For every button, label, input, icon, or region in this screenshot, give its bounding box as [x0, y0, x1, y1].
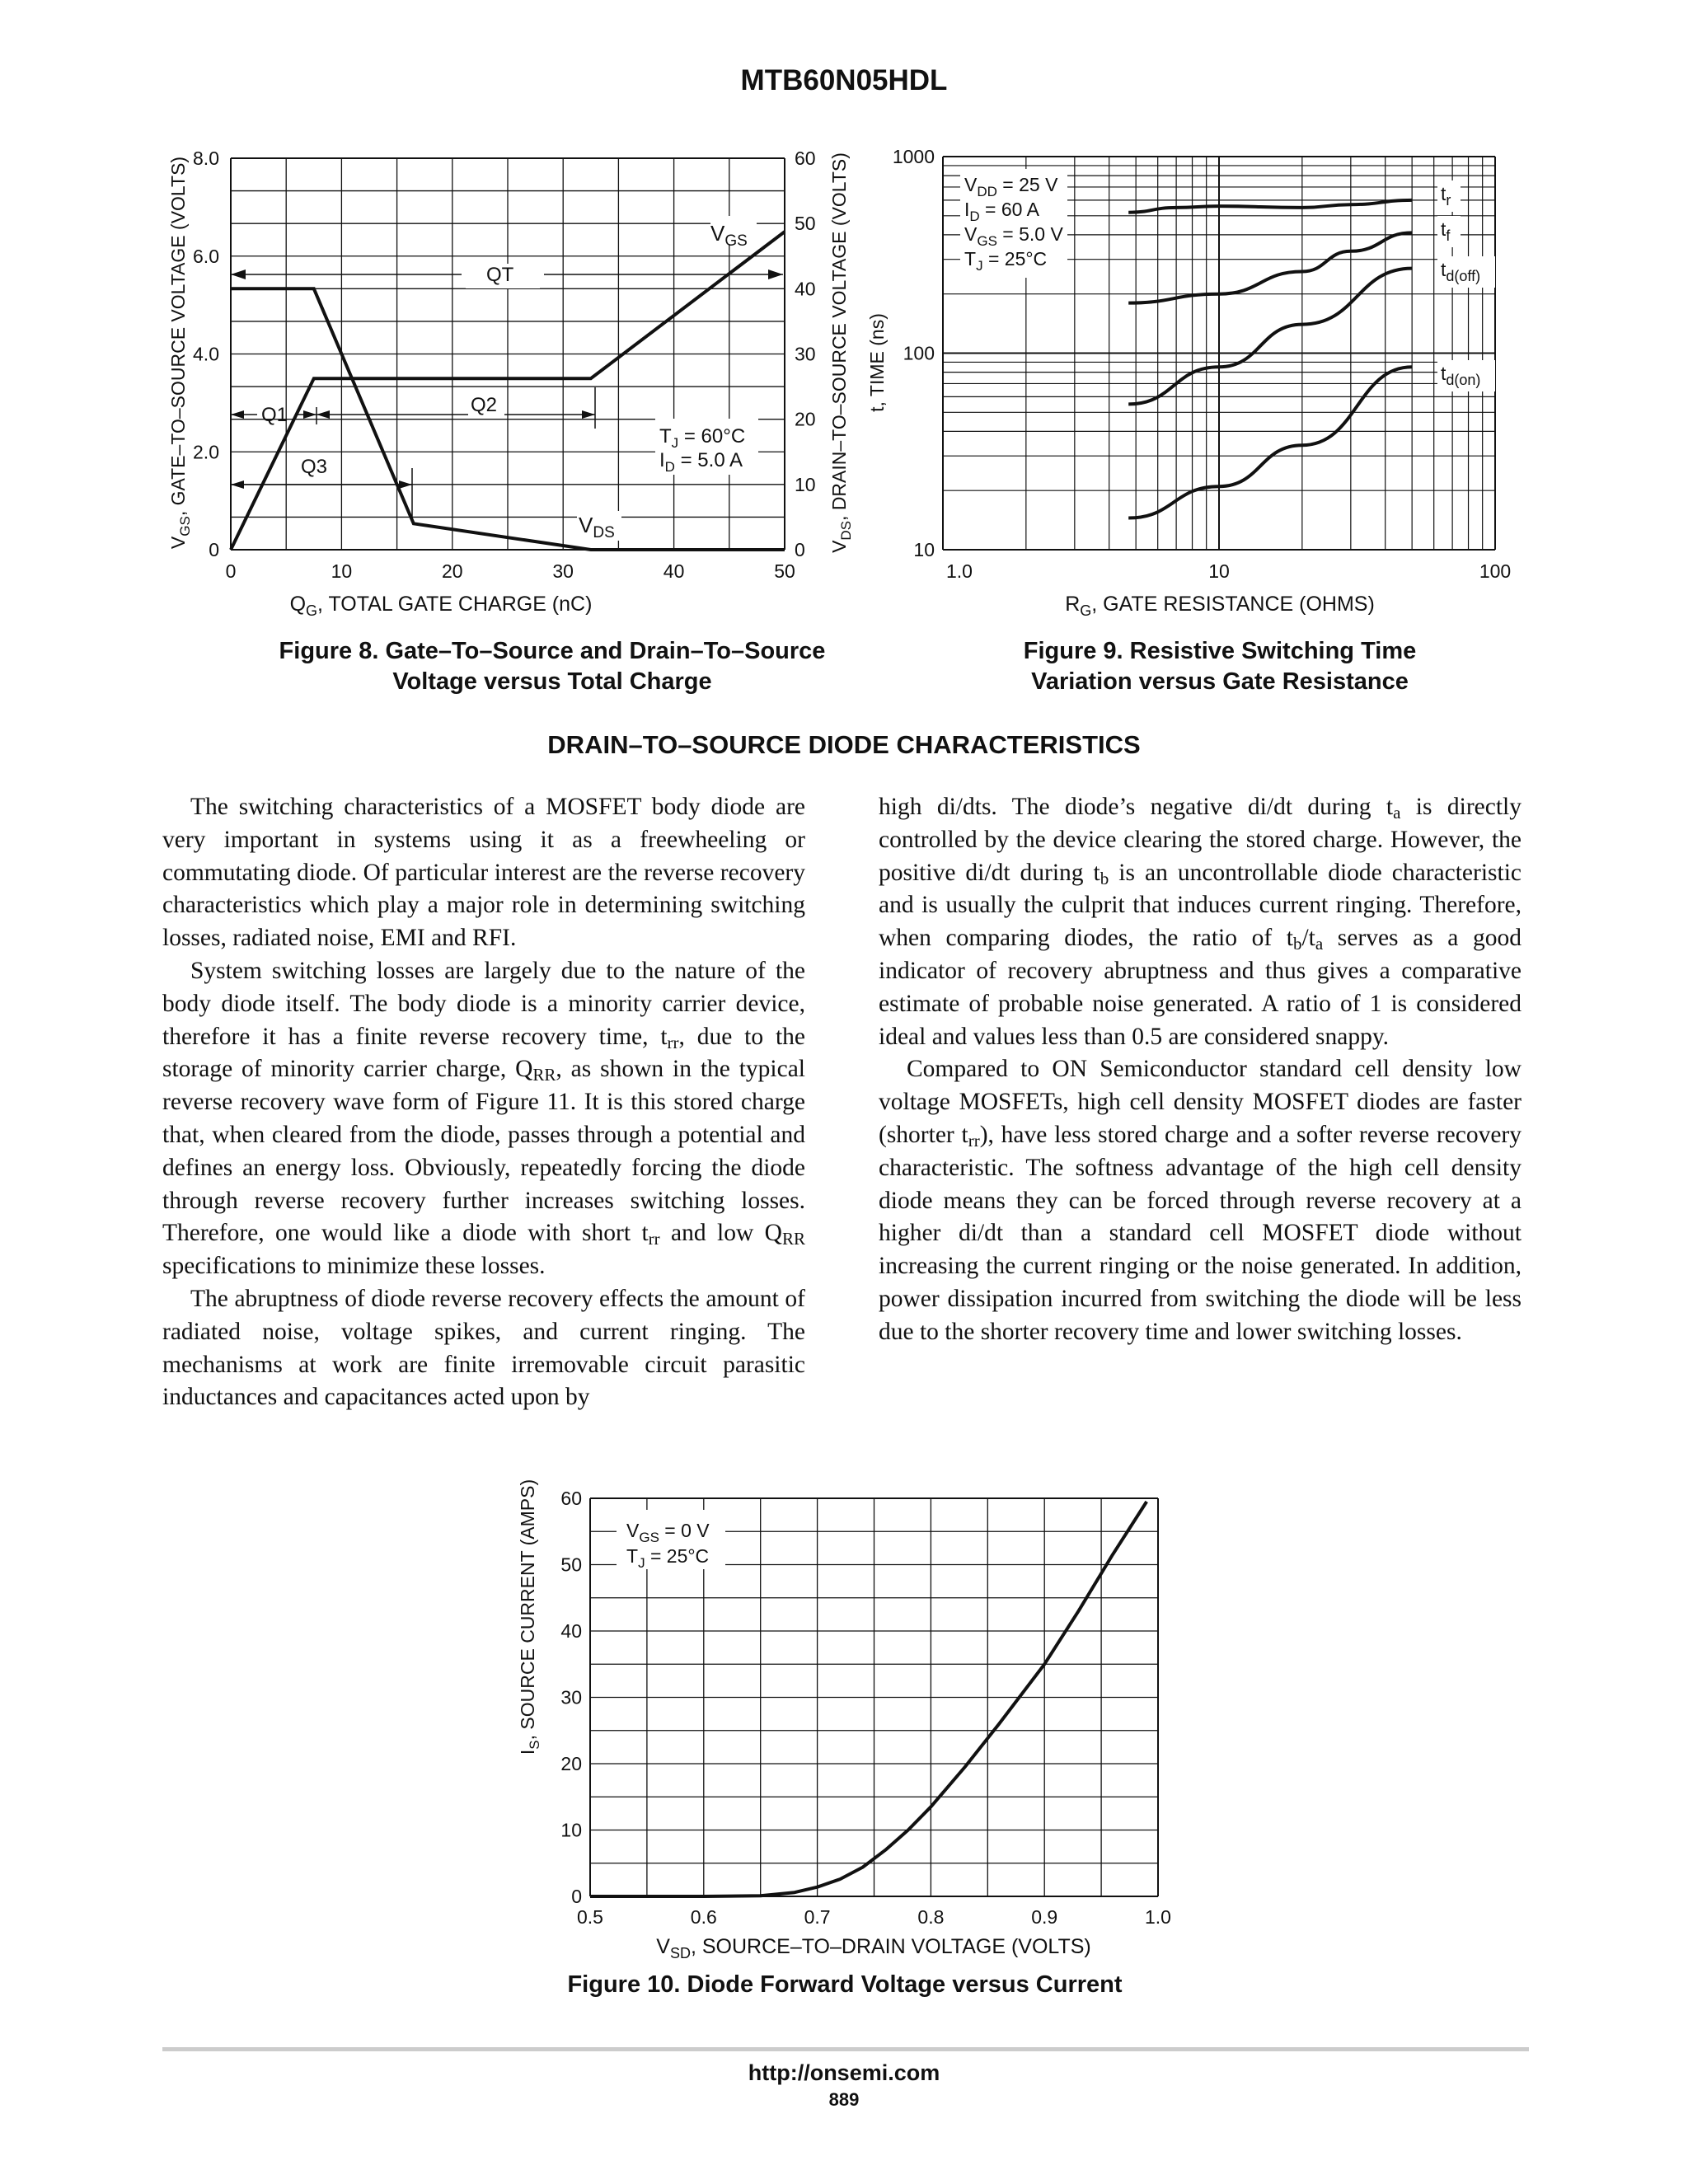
paragraph: Compared to ON Semiconductor standard cell density low voltage MOSFETs, high cell density MOSFET diodes are faster (shorter $t_{rr}$), have less stored charge and a softer reverse recovery characteristic. The softness advantage of the high cell density diode means they can be forced through reverse recovery at a higher di/dt than a standard cell MOSFET diode without increasing the current ringing or the noise generated. In addition, power dissipation incurred from switching the diode will be less due to the shorter recovery time and lower switching losses. [879, 1056, 1522, 1345]
figure-10-chart [0, 1467, 1688, 1961]
y-tick-label: 20 [560, 1753, 582, 1774]
figure-9-caption-line1: Figure 9. Resistive Switching Time [1023, 638, 1417, 664]
fig8-right-y-axis-label: $V_{DS}$, DRAIN–TO–SOURCE VOLTAGE (VOLTS) [828, 152, 854, 553]
x-tick-label: 0.9 [1031, 1906, 1058, 1928]
figure-9-caption [923, 636, 1517, 697]
fig10-condition-1: $T_J = 25^\circ C$ [626, 1545, 710, 1571]
fig9-condition-3: $T_J = 25^\circ C$ [964, 248, 1048, 274]
figure-8-caption [223, 636, 882, 697]
x-tick-label: 0 [225, 560, 237, 582]
figure-9-caption-line2: Variation versus Gate Resistance [1031, 668, 1409, 695]
x-tick-label: 50 [774, 560, 795, 582]
y-left-tick-label: 6.0 [193, 245, 219, 267]
q2-label: Q2 [471, 394, 498, 416]
body-column-left [162, 791, 805, 1414]
y-tick-label: 1000 [892, 146, 935, 167]
x-tick-label: 10 [331, 560, 353, 582]
y-tick-label: 30 [560, 1686, 582, 1708]
x-tick-label: 10 [1208, 560, 1230, 582]
x-tick-label: 0.7 [804, 1906, 831, 1928]
section-heading: DRAIN–TO–SOURCE DIODE CHARACTERISTICS [547, 730, 1141, 759]
page-title: MTB60N05HDL [740, 64, 948, 96]
x-tick-label: 0.5 [577, 1906, 603, 1928]
y-right-tick-label: 30 [795, 343, 816, 365]
body-column-right [879, 791, 1522, 1349]
y-right-tick-label: 0 [795, 539, 805, 560]
series-label-tr: $t_r$ [1441, 183, 1451, 209]
x-tick-label: 20 [442, 560, 463, 582]
fig9-x-axis-label: $R_G$, GATE RESISTANCE (OHMS) [1065, 593, 1375, 619]
y-right-tick-label: 50 [795, 213, 816, 235]
y-tick-label: 100 [903, 342, 935, 364]
fig10-x-axis-label: $V_{SD}$, SOURCE–TO–DRAIN VOLTAGE (VOLTS) [656, 1935, 1091, 1961]
y-left-tick-label: 2.0 [193, 441, 219, 463]
fig10-condition-0: $V_{GS} = 0$ V [626, 1520, 710, 1545]
y-right-tick-label: 10 [795, 473, 816, 495]
series-label-tf: $t_f$ [1441, 218, 1451, 244]
y-tick-label: 60 [560, 1488, 582, 1509]
x-tick-label: 100 [1479, 560, 1512, 582]
figure-8-caption-line1: Figure 8. Gate–To–Source and Drain–To–Source [279, 638, 826, 664]
paragraph: The abruptness of diode reverse recovery effects the amount of radiated noise, voltage spikes, and current ringing. The mechanisms at work are finite irremovable circuit parasitic inductances and capacitances acted upon by [162, 1285, 805, 1411]
fig9-condition-2: $V_{GS} = 5.0$ V [964, 223, 1063, 249]
y-left-tick-label: 8.0 [193, 148, 219, 169]
y-tick-label: 50 [560, 1554, 582, 1576]
y-tick-label: 40 [560, 1620, 582, 1642]
q1-label: Q1 [261, 404, 288, 426]
figure-9-chart [0, 0, 1688, 659]
vgs-curve-label: $V_{GS}$ [710, 221, 748, 250]
figure-8-caption-line2: Voltage versus Total Charge [392, 668, 712, 695]
y-right-tick-label: 40 [795, 278, 816, 300]
paragraph: high di/dts. The diode’s negative di/dt during $t_a$ is directly controlled by the device clearing the stored charge. However, the positive di/dt during $t_b$ is an uncontrollable diode characteristic and is usually the culprit that induces current ringing. Therefore, when comparing diodes, the ratio of $t_b/t_a$ serves as a good indicator of recovery abruptness and thus gives a comparative estimate of probable noise generated. A ratio of 1 is considered ideal and values less than 0.5 are considered snappy. [879, 794, 1522, 1050]
paragraph: System switching losses are largely due to the nature of the body diode itself. The body diode is a minority carrier device, therefore it has a finite reverse recovery time, $t_{rr}$, due to the storage of minority carrier charge, $Q_{RR}$, as shown in the typical reverse recovery wave form of Figure 11. It is this stored charge that, when cleared from the diode, passes through a potential and defines an energy loss. Obviously, repeatedly forcing the diode through reverse recovery further increases switching losses. Therefore, one would like a diode with short $t_{rr}$ and low $Q_{RR}$ specifications to minimize these losses. [162, 957, 805, 1280]
y-left-tick-label: 0 [209, 539, 219, 560]
x-tick-label: 1.0 [1145, 1906, 1171, 1928]
page-number: 889 [828, 2089, 860, 2110]
x-tick-label: 30 [552, 560, 574, 582]
fig9-y-axis-label: t, TIME (ns) [866, 313, 888, 412]
fig8-left-y-axis-label: $V_{GS}$, GATE–TO–SOURCE VOLTAGE (VOLTS) [167, 156, 193, 550]
y-right-tick-label: 20 [795, 408, 816, 430]
figure-10-caption: Figure 10. Diode Forward Voltage versus Current [567, 1971, 1123, 1998]
fig10-y-axis-label: $I_S$, SOURCE CURRENT (AMPS) [517, 1479, 542, 1755]
qt-label: QT [486, 264, 514, 286]
series-line-tr [1128, 200, 1412, 213]
x-tick-label: 1.0 [946, 560, 973, 582]
y-tick-label: 10 [560, 1819, 582, 1841]
series-label-td(off): $t_{d(off)}$ [1441, 259, 1481, 284]
series-line-tf [1128, 232, 1412, 302]
vds-curve-label: $V_{DS}$ [579, 513, 615, 541]
fig8-x-axis-label: $Q_G$, TOTAL GATE CHARGE (nC) [289, 593, 593, 619]
fig9-condition-0: $V_{DD} = 25$ V [964, 174, 1058, 199]
footer-url[interactable]: http://onsemi.com [748, 2060, 940, 2085]
paragraph: The switching characteristics of a MOSFET body diode are very important in systems using it as a freewheeling or commutating diode. Of particular interest are the reverse recovery characteristics which play a major role in determining switching losses, radiated noise, EMI and RFI. [162, 794, 805, 952]
x-tick-label: 0.8 [917, 1906, 945, 1928]
x-tick-label: 0.6 [690, 1906, 717, 1928]
fig8-tj-condition: $T_J = 60^\circ C$ [659, 425, 746, 451]
y-tick-label: 10 [913, 539, 935, 560]
series-label-td(on): $t_{d(on)}$ [1441, 363, 1481, 388]
y-right-tick-label: 60 [795, 148, 816, 169]
q3-label: Q3 [301, 456, 328, 478]
x-tick-label: 40 [663, 560, 685, 582]
fig9-condition-1: $I_D = 60$ A [964, 199, 1039, 224]
y-left-tick-label: 4.0 [193, 343, 219, 365]
fig8-id-condition: $I_D = 5.0$ A [659, 449, 743, 475]
footer-divider [162, 2047, 1529, 2051]
y-tick-label: 0 [571, 1886, 582, 1907]
